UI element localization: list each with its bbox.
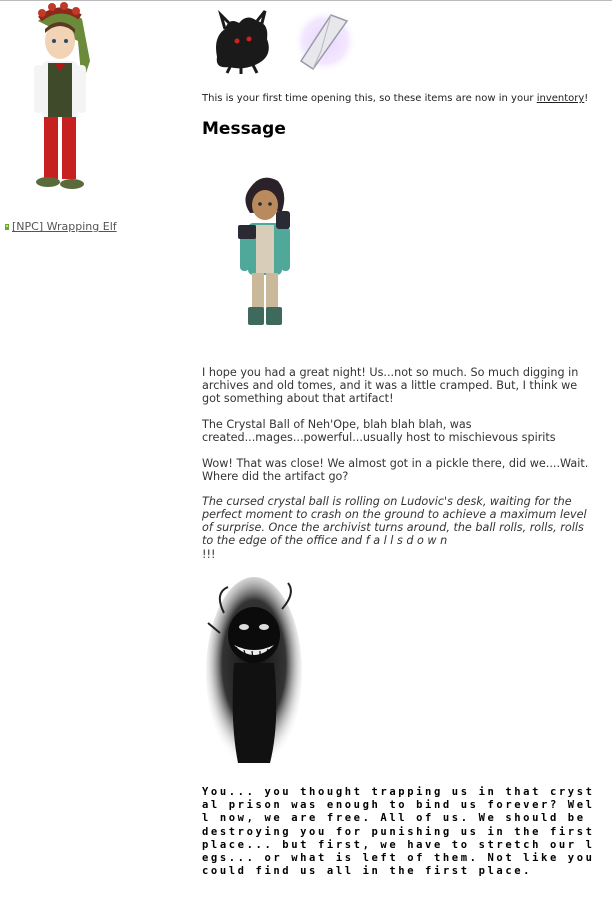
message-paragraph-2: The Crystal Ball of Neh'Ope, blah blah blah, was created...mages...powerful...usually host to mischievous spirits (202, 418, 556, 444)
message-paragraph-3: Wow! That was close! We almost got in a pickle there, did we....Wait. Where did the artifact go? (202, 457, 589, 483)
online-status-icon (4, 223, 10, 231)
crystal-shard-item-icon[interactable] (291, 7, 359, 75)
notice-end: ! (584, 93, 589, 104)
message-paragraph-1: I hope you had a great night! Us...not so much. So much digging in archives and old tomes, and it was a little cramped. But, I think we got something about that artifact! (202, 366, 579, 405)
wrapping-elf-avatar[interactable] (20, 1, 100, 196)
npc-profile-link[interactable]: [NPC] Wrapping Elf (12, 220, 117, 233)
inventory-notice (202, 93, 588, 104)
notice-text: This is your first time opening this, so these items are now in your (202, 93, 537, 104)
npc-link-row (4, 220, 117, 233)
spirit-message: You... you thought trapping us in that crystal prison was enough to bind us forever? Well now, we are free. All of us. We should be destroying you for punishing us in the first place... but first, we have to stretch our legs... or what is left of them. Not like you could find us all in the first place. (202, 786, 595, 878)
message-paragraph-4: The cursed crystal ball is rolling on Ludovic's desk, waiting for the perfect moment to crash on the ground to achieve a maximum level of surprise. Once the archivist turns around, the ball rolls, rolls, rolls to the edge of the office and f a l l s d o w n (202, 495, 587, 547)
message-exclamation: !!! (202, 548, 216, 561)
shadow-creature-item-icon[interactable] (207, 7, 275, 75)
inventory-link[interactable]: inventory (536, 93, 585, 104)
grinning-shadow-spirit-image (204, 573, 304, 773)
archivist-character-portrait (230, 171, 300, 336)
message-heading: Message (202, 119, 286, 139)
